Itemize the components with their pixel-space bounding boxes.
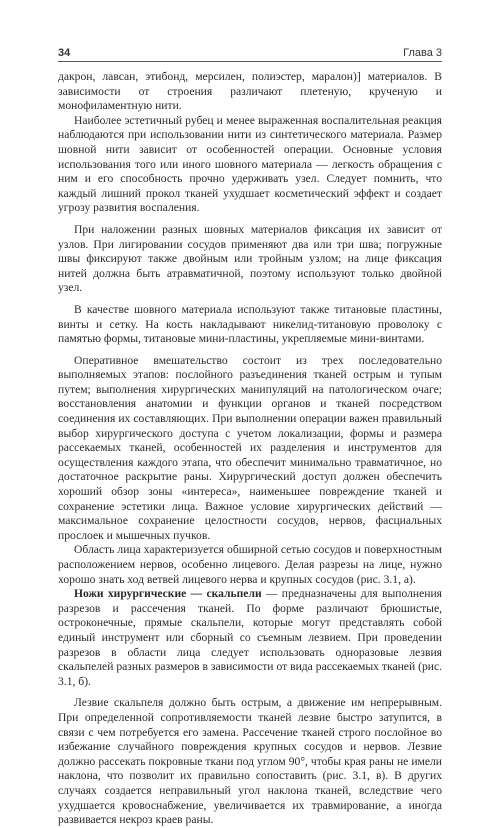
paragraph: В качестве шовного материала используют также титановые пластины, винты и сетку. На кость накладывают никелид-титановую проволоку с памятью формы, титановые мини-пластины, укрепляемые мини-винтами. [58,302,442,346]
paragraph: дакрон, лавсан, этибонд, мерсилен, полиэстер, маралон)] материалов. В зависимости от строения различают плетеную, крученую и монофиламентную нити. [58,70,442,113]
term-heading: Ножи хирургические — скальпели [74,587,262,601]
term-definition: — предназначены для выполнения разрезов и рассечения тканей. По форме различают брюшистые, остроконечные, прямые скальпели, которые могут представлять собой единый инструмент или сборный со съемным лезвием. При проведении разрезов в области лица следует использовать одноразовые лезвия скальпелей разных размеров в зависимости от вида рассекаемых тканей (рис. 3.1, б). [58,587,442,688]
page-number: 34 [58,47,71,59]
paragraph: Оперативное вмешательство состоит из трех последовательно выполняемых этапов: послойного разъединения тканей острым и тупым путем; выполнения хирургических манипуляций на патологическом очаге; восстановления анатомии и функции органов и тканей посредством соединения их составляющих. При выполнении операции важен правильный выбор хирургического доступа с учетом локализации, формы и размера рассекаемых тканей, особенностей их разделения и инструментов для осуществления каждого этапа, что обеспечит минимально травматичное, но достаточное раскрытие раны. Хирургический доступ должен обеспечить хороший обзор зоны «интереса», наименьшее повреждение тканей и сохранение эстетики лица. Важное условие хирургических действий — максимальное сохранение целостности сосудов, нервов, фасциальных прослоек и мышечных пучков. [58,353,442,542]
paragraph: При наложении разных шовных материалов фиксация их зависит от узлов. При лигировании сосудов применяют два или три шва; погружные швы фиксируют также двойным или тройным узлом; на лице фиксация нитей должна быть атравматичной, поэтому используют только двойной узел. [58,222,442,295]
chapter-title: Глава 3 [403,47,442,59]
paragraph: Область лица характеризуется обширной сетью сосудов и поверхностным расположением нервов, особенно лицевого. Делая разрезы на лице, нужно хорошо знать ход ветвей лицевого нерва и крупных сосудов (рис. 3.1, а). [58,543,442,586]
page-header [58,44,442,64]
body-text [58,70,442,828]
paragraph [58,587,442,689]
paragraph: Наиболее эстетичный рубец и менее выраженная воспалительная реакция наблюдаются при использовании нити из синтетического материала. Размер шовной нити зависит от особенностей операции. Основные условия использования того или иного шовного материала — легкость обращения с ним и его способность прочно удерживать узел. Следует помнить, что каждый лишний прокол тканей ухудшает косметический эффект и создает угрозу развития воспаления. [58,113,442,215]
header-rule [58,61,442,62]
paragraph: Лезвие скальпеля должно быть острым, а движение им непрерывным. При определенной сопротивляемости тканей лезвие быстро затупится, в связи с чем потребуется его замена. Рассечение тканей строго послойное во избежание случайного повреждения крупных сосудов и нервов. Лезвие должно рассекать покровные ткани под углом 90°, чтобы края раны не имели наклона, что позволит их правильно сопоставить (рис. 3.1, в). В других случаях создается неправильный угол наклона тканей, вследствие чего ухудшается кровоснабжение, увеличивается их травмирование, а иногда развивается некроз краев раны. [58,696,442,827]
